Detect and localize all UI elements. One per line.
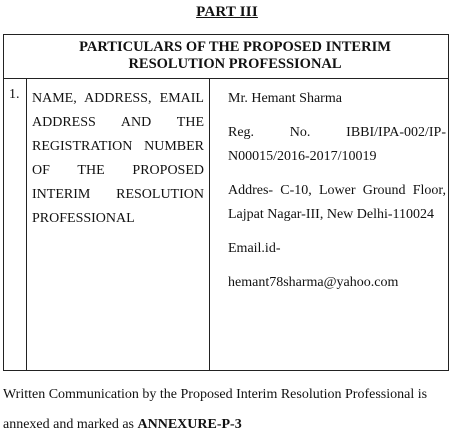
footer-text: Written Communication by the Proposed Interim Resolution Professional is annexed and marked as: [3, 387, 428, 432]
irp-details: [228, 87, 446, 295]
part-title: PART III: [196, 4, 258, 20]
table-header-line-2: RESOLUTION PROFESSIONAL: [128, 56, 342, 72]
column-divider-particulars: [209, 79, 210, 370]
particulars-table: [3, 34, 449, 371]
particular-label: NAME, ADDRESS, EMAIL ADDRESS AND THE REGISTRATION NUMBER OF THE PROPOSED INTERIM RESOLUTION PROFESSIONAL: [32, 91, 204, 226]
row-serial-number: 1.: [9, 87, 20, 102]
annexure-reference: ANNEXURE-P-3: [137, 417, 242, 432]
footer-statement: [3, 380, 453, 440]
irp-email-label: Email.id-: [228, 241, 281, 256]
table-header: [4, 35, 448, 79]
table-header-line-1: PARTICULARS OF THE PROPOSED INTERIM: [79, 39, 391, 55]
irp-address: Addres- C-10, Lower Ground Floor, Lajpat Nagar-III, New Delhi-110024: [228, 183, 446, 222]
irp-email: hemant78sharma@yahoo.com: [228, 275, 399, 290]
irp-name: Mr. Hemant Sharma: [228, 91, 342, 106]
irp-registration-number: Reg. No. IBBI/IPA-002/IP-N00015/2016-2017/10019: [228, 125, 446, 164]
column-divider-serial: [26, 79, 27, 370]
